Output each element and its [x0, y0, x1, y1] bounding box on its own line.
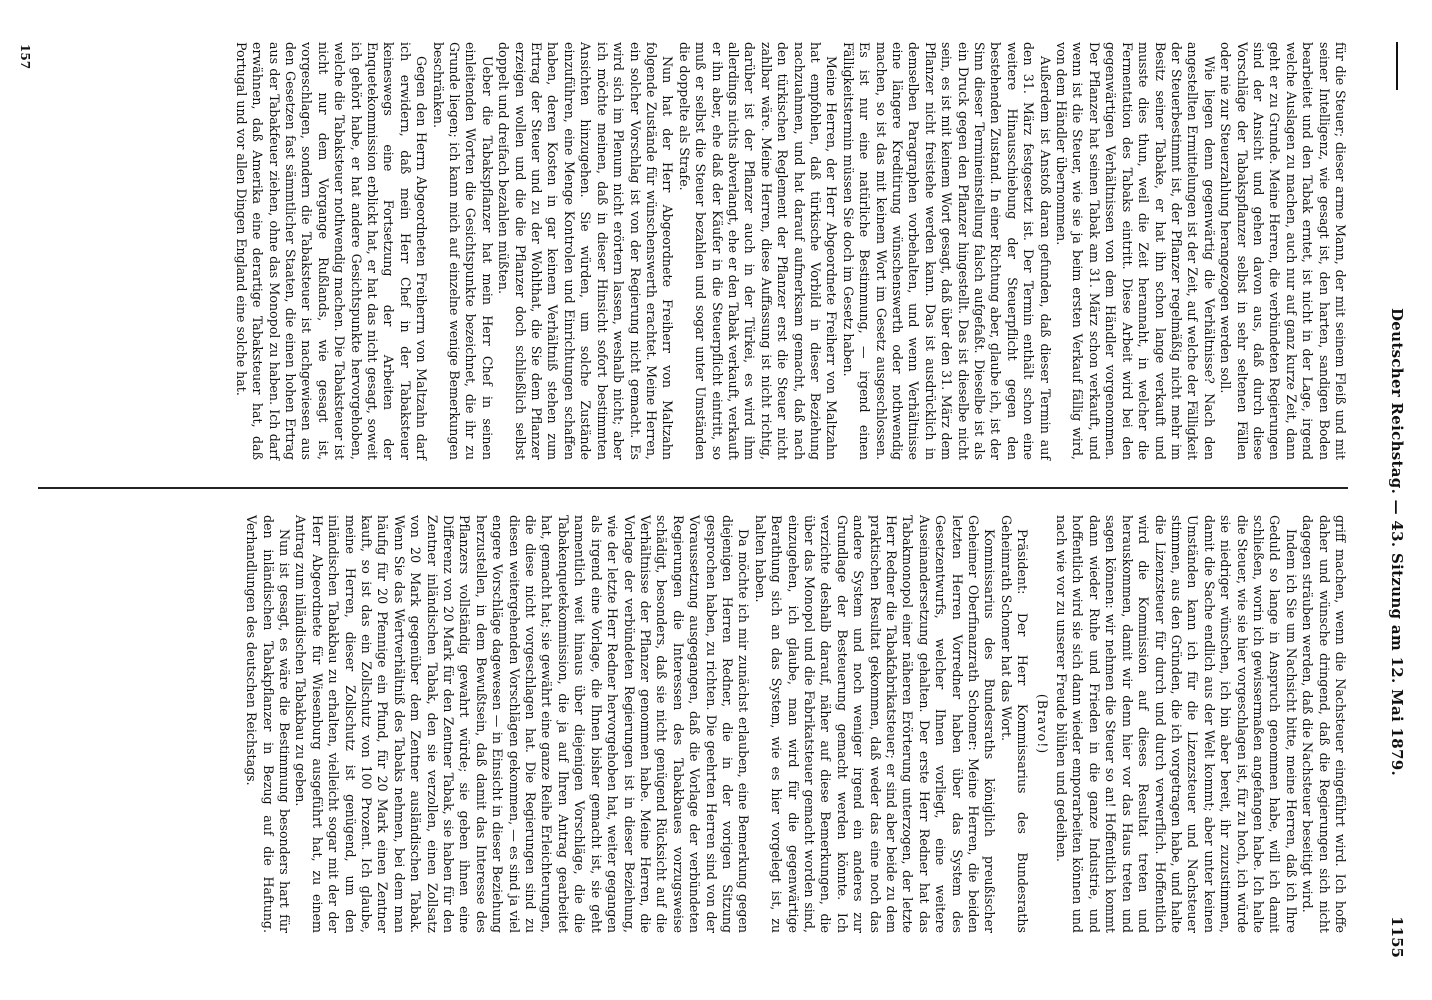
paragraph: Nun ist gesagt, es wäre die Bestimmung besonders hart für den inländischen Tabakpflanzer in Bezug auf die Haftung. Verhandlungen des deutschen Reichstags. — [244, 515, 292, 933]
paragraph: Gegen den Herrn Abgeordneten Freiherrn von Maltzahn darf ich erwidern, daß mein Herr Chef in der Tabaksteuer keineswegs eine Fortsetzung der Arbeiten der Enquetekommission erblickt hat, er hat das nicht gesagt, soweit ich gehört habe, er hat andere Gesichtspunkte hervorgehoben, welche die Tabaksteuer nothwendig machen. Die Tabaksteuer ist nicht nur dem Vorgange Rußlands, wie gesagt ist, vorgeschlagen, sondern die Tabaksteuer ist nachgewiesen aus den Gesetzen fast sämmtlicher Staaten, die einen hohen Ertrag aus der Tabakfeuer ziehen, ohne das Monopol zu haben. Ich darf erwähnen, daß Amerika eine derartige Tabaksteuer hat, daß Portugal und vor allen Dingen England eine solche hat. — [233, 42, 430, 460]
paragraph: Meine Herren, der Herr Abgeordnete Freiherr von Maltzahn hat empfohlen, daß türkische Vorbild in dieser Beziehung nachzuahmen, und hat darauf aufmerksam gemacht, daß nach den türkischen Reglement der Pflanzer erst die Steuer nicht zahlbar wäre. Meine Herren, diese Auffassung ist nicht richtig, darüber ist der Pflanzer auch in der Türkei, es wird ihm allerdings nichts abverlangt, ehe er den Tabak verkauft, verkauft er ihn aber, ehe daß der Käufer in die Steuerpflicht eintritt, so muß er selbst die Steuer bezahlen und sogar unter Umständen die doppelte als Strafe. — [676, 42, 840, 460]
running-title: Deutscher Reichstag. — 43. Sitzung am 12. Mai 1879. — [1388, 308, 1406, 776]
paragraph: für die Steuer; dieser arme Mann, der mit seinem Fleiß und mit seiner Intelligenz, wie gesagt ist, den harten, sandigen Boden bearbeitet und den Tabak erntet, ist nicht in der Lage, irgend welche Auslagen zu machen, auch nur auf ganz kurze Zeit, dann geht er zu Grunde. Meine Herren, die verbündeten Regierungen sind der Ansicht und gehen davon aus, daß durch diese Vorschläge der Tabakspflanzer selbst in sehr seltenen Fällen oder nie zur Steuerzahlung herangezogen werden soll. — [1218, 42, 1348, 460]
right-column — [243, 515, 1348, 933]
sheet-signature: 157 — [18, 44, 32, 70]
column-divider — [38, 487, 1348, 489]
paragraph: Außerdem ist Anstoß daran gefunden, daß dieser Termin auf den 31. März festgesetzt ist. Der Termin enthält schon eine weitere Hinausschiebung der Steuerpflicht gegen den bestehenden Zustand. In einer Richtung aber, glaube ich, ist der Sinn dieser Termineinstellung falsch aufgefaßt. Dieselbe ist als ein Druck gegen den Pflanzer hingestellt. Das ist dieselbe nicht sein, es ist mit keinem Wort gesagt, daß über den 31. März dem Pflanzer nicht freistehe werden kann. Das ist ausdrücklich in demselben Paragraphen vorbehalten, und wenn Verhältnisse eine längere Kreditirung wünschenswerth oder nothwendig machen, so ist das mit keinem Wort im Gesetz ausgeschlossen. Es ist nur eine natürliche Bestimmung, — irgend einen Fälligkeitstermin müssen Sie doch im Gesetz haben. — [840, 42, 1053, 460]
paragraph: griff machen, wenn die Nachsteuer eingeführt wird. Ich hoffe daher und wünsche dringend, daß die Regierungen sich nicht dagegen sträuben werden, daß die Nachsteuer beseitigt wird. — [1300, 515, 1348, 933]
paragraph: Wie liegen denn gegenwärtig die Verhältnisse? Nach den angestellten Ermittelungen ist der Zeit, auf welche der Fälligkeit der Steuerbestimmt ist, der Pflanzer regelmäßig nicht mehr im Besitz seiner Tabake, er hat ihn schon lange verkauft und musste dies thun, weil die Zeit herannaht, in welcher die Fermentation des Tabaks eintritt. Diese Arbeit wird bei den gegenwärtigen Verhältnissen von dem Händler vorgenommen. Der Pflanzer hat seinen Tabak am 31. März schon verkauft, und wenn ist die Steuer, wie sie ja beim ersten Verkauf fällig wird, von dem Händler übernommen. — [1054, 42, 1217, 460]
paragraph: Nun hat der Herr Abgeordnete Freiherr von Maltzahn folgende Zustände für wünschenswerth erachtet. Meine Herren, ein solcher Vorschlag ist von der Regierung nicht gemacht. Es wird sich im Plenum nicht erörtern lassen, weshalb nicht; aber ich möchte meinen, daß in dieser Hinsicht sofort bestimmten Ansichten hinzugehen. Sie würden, um solche Zustände einzuführen, eine Menge Kontrolen und Einrichtungen schaffen haben, deren Kosten in gar keinem Verhältniß stehen zum Ertrag der Steuer und zu der Wohlthat, die Sie dem Pflanzer erzeigen wollen und die die Pflanzer doch schließlich selbst doppelt und dreifach bezahlen müßten. — [496, 42, 676, 460]
left-column — [232, 42, 1348, 460]
applause-note: (Bravo!) — [1034, 693, 1050, 755]
paragraph: Kommissarius des Bundesraths königlich preußischer Geheimer Oberfinanzrath Schomer: Meine Herren, die beiden letzten Herren Vorredner haben über das System des Gesetzentwurfs, welcher Ihnen vorliegt, eine weitere Auseinandersetzung gehalten. Der erste Herr Redner hat das Tabakmonopol einer näheren Erörterung unterzogen, der letzte Herr Redner die Tabakfabrikatsteuer; er sind aber beide zu dem praktischen Resultat gekommen, daß weder das eine noch das andere System und noch weniger irgend ein anderes zur Grundlage der Besteuerung gemacht werden könnte. Ich verzichte deshalb darauf, näher auf diese Bemerkungen, die über das Monopol und die Fabrikatsteuer gemacht worden sind, einzugehen, ich glaube, man wird für die gegenwärtige Berathung sich an das System, wie es hier vorgelegt ist, zu halten haben. — [752, 515, 998, 933]
paragraph: Indem ich Sie um Nachsicht bitte, meine Herren, daß ich Ihre Geduld so lange in Anspruch genommen habe, will ich damit schließen, worin ich gewissermaßen angefangen habe. Ich halte die Steuer, wie sie hier vorgeschlagen ist, für zu hoch, ich würde sie niedriger wünschen, ich bin aber bereit, ihr zuzustimmen, damit die Sache endlich aus der Welt kommt; aber unter keinen Umständen kann ich für die Lizenzsteuer und Nachsteuer stimmen, aus den Gründen, die ich vorgetragen habe, und halte die Lizenzsteuer für durch und durch verwerflich. Hoffentlich wird die Kommission auf dieses Resultat treten und herauskommen, damit wir denn hier vor das Haus treten und sagen können: wir nehmen die Steuer so an! Hoffentlich kommt dann wieder Ruhe und Frieden in die ganze Industrie, und hoffentlich wird sie sich dann wieder emporarbeiten können und nach wie vor zu unserer Freude blühen und gedeihen. — [1054, 515, 1299, 933]
paragraph: Ueber die Tabakspflanzer hat mein Herr Chef in seinen einleitenden Worten die Gesichtspunkte bezeichnet, die ihr zu Grunde liegen; ich kann mich auf einzelne wenige Bemerkungen beschränken. — [430, 42, 495, 460]
page-header — [1368, 42, 1408, 958]
page-number: 1155 — [1388, 916, 1406, 958]
paragraph: Da möchte ich mir zunächst erlauben, eine Bemerkung gegen diejenigen Herren Redner, die in der vorigen Sitzung gesprochen haben, zu richten. Die geehrten Herren sind von der Voraussetzung ausgegangen, daß die Vorlage der verbündeten Regierungen die Interessen des Tabakbaues vorzugsweise schädigt, besonders, daß sie nicht genügend Rücksicht auf die Verhältnisse der Pflanzer genommen habe. Meine Herren, die Vorlage der verbündeten Regierungen ist in dieser Beziehung, wie der letzte Herr Redner hervorgehoben hat, weiter gegangen als irgend eine Vorlage, die Ihnen bisher gemacht ist, sie geht namentlich weit hinaus über diejenigen Vorschläge, die die Tabakenquetekommission, die ja auf Ihren Antrag gearbeitet hat, gemacht hat; sie gewährt eine ganze Reihe Erleichterungen, die diese nicht vorgeschlagen hat. Die Regierungen sind zu diesen weitergehenden Vorschlägen gekommen, — es sind ja viel engere Vorschläge dagewesen — in Einsicht in dieser Beziehung herzustellen, in dem Bewußtsein, daß damit das Interesse des Pflanzers vollständig gewahrt würde; sie geben ihnen eine Differenz von 20 Mark für den Zentner Tabak, sie haben für den Zentner inländischen Tabak, den sie verzollen, einen Zollsatz von 20 Mark gegenüber dem Zentner ausländischen Tabak. Wenn Sie das Wertverhältniß des Tabaks nehmen, bei dem man häufig für 20 Pfennige ein Pfund, für 20 Mark einen Zentner kauft, so ist das ein Zollschutz von 100 Prozent. Ich glaube, meine Herren, dieser Zollschutz ist genügend, um den inländischen Tabakbau zu erhalten, vielleicht sogar mit der der Herr Abgeordnete für Wiesenburg ausgeführt hat, zu einem Antrag zum inländischen Tabakbau zu geben. — [293, 515, 752, 933]
header-rule — [1396, 42, 1398, 90]
paragraph: Präsident: Der Herr Kommissarius des Bundesraths Geheimrath Schomer hat das Wort. — [998, 515, 1031, 933]
